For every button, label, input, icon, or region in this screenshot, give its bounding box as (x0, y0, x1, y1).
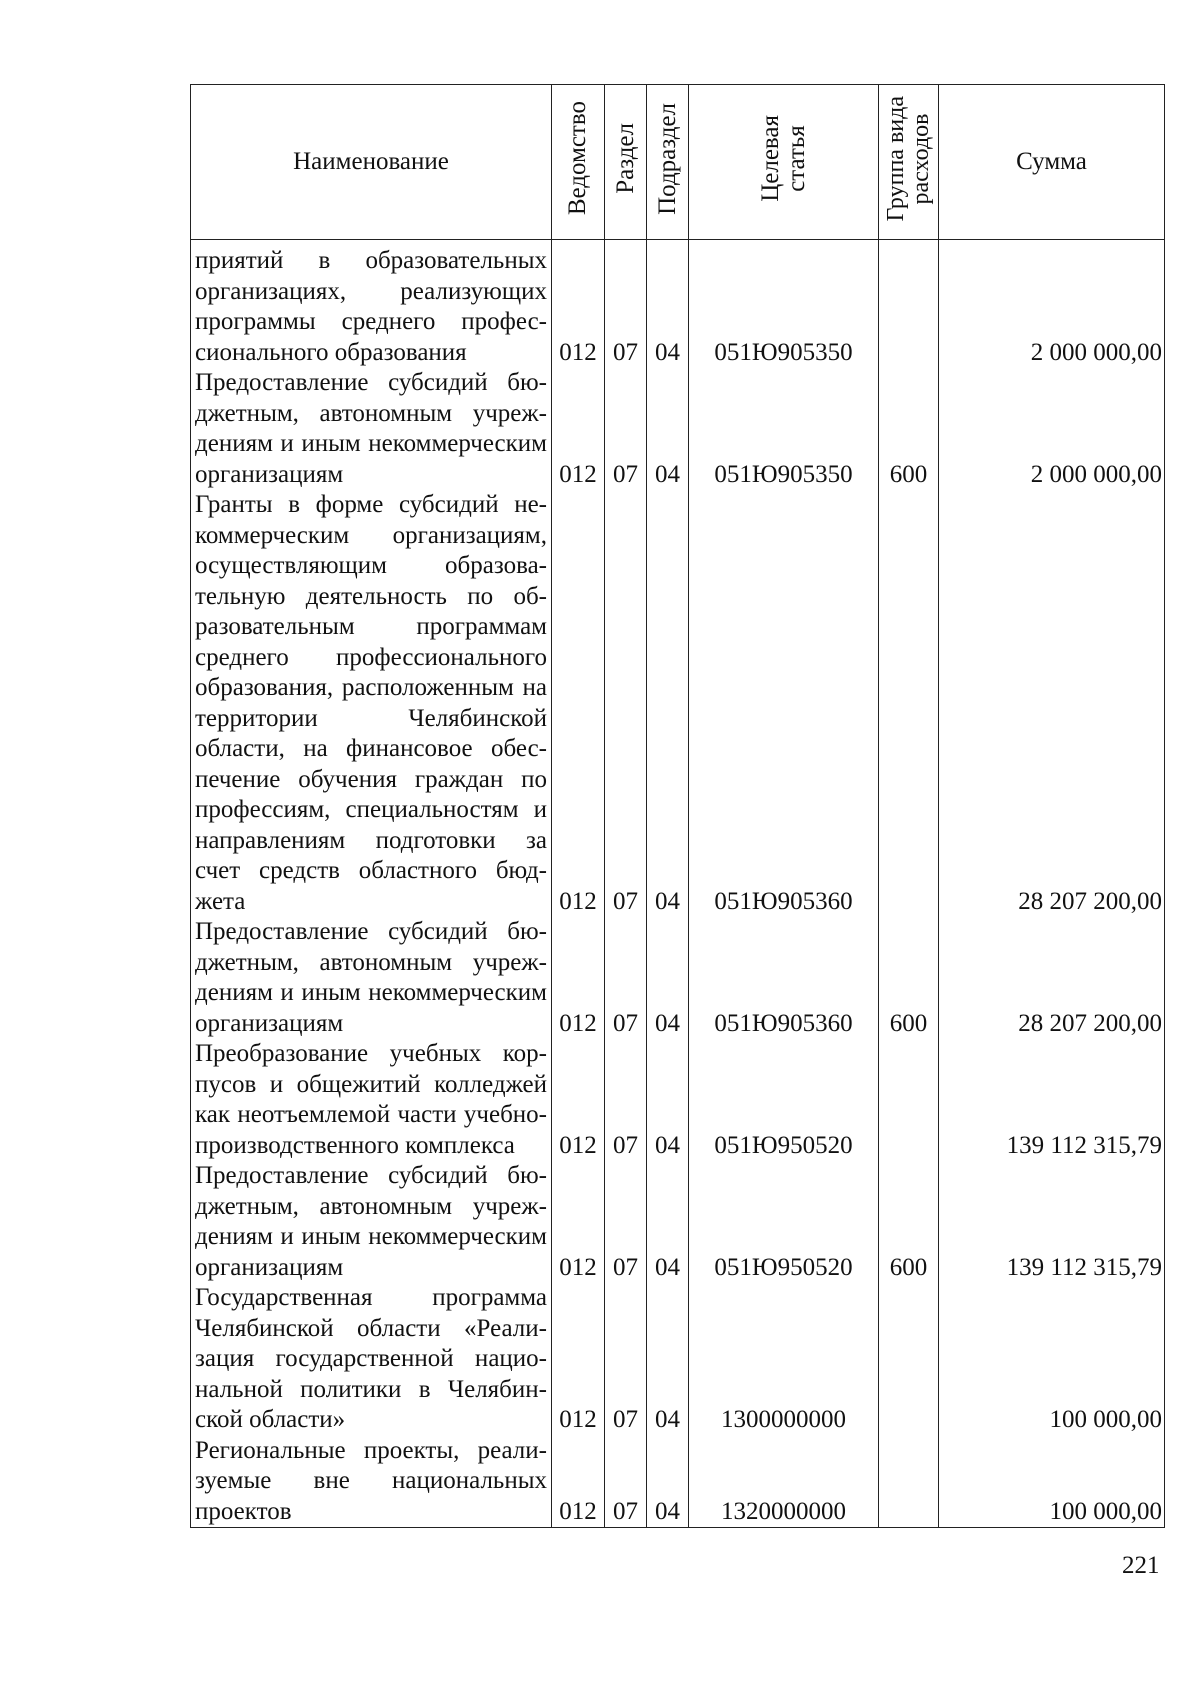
row-razdel: 07 (605, 1161, 647, 1283)
row-podrazdel: 04 (647, 240, 689, 369)
row-podrazdel: 04 (647, 1161, 689, 1283)
row-gruppa (879, 1039, 939, 1161)
row-summa: 139 112 315,79 (939, 1161, 1165, 1283)
table-row (191, 1039, 1165, 1161)
header-razdel: Раздел (605, 85, 647, 240)
table-row (191, 368, 1165, 490)
row-gruppa (879, 1436, 939, 1528)
row-podrazdel: 04 (647, 490, 689, 917)
row-celevaya: 051Ю950520 (689, 1161, 879, 1283)
row-summa: 100 000,00 (939, 1436, 1165, 1528)
row-name: Предоставление субсидий бюджетным, автономным учреждениям и иным некоммерческим организациям (191, 1161, 552, 1283)
table-row (191, 1283, 1165, 1436)
row-razdel: 07 (605, 1283, 647, 1436)
row-celevaya: 051Ю950520 (689, 1039, 879, 1161)
row-celevaya: 051Ю905350 (689, 368, 879, 490)
row-name: Государственная программа Челябинской области «Реализация государственной национальной политики в Челябинской области» (191, 1283, 552, 1436)
row-podrazdel: 04 (647, 1436, 689, 1528)
row-gruppa (879, 240, 939, 369)
row-podrazdel: 04 (647, 1039, 689, 1161)
header-name: Наименование (191, 85, 552, 240)
row-summa: 2 000 000,00 (939, 240, 1165, 369)
header-summa: Сумма (939, 85, 1165, 240)
row-summa: 28 207 200,00 (939, 490, 1165, 917)
row-vedomstvo: 012 (552, 368, 605, 490)
row-name: Предоставление субсидий бюджетным, автономным учреждениям и иным некоммерческим организациям (191, 917, 552, 1039)
header-gruppa-vida-rashodov: Группа вида расходов (879, 85, 939, 240)
budget-table (190, 84, 1165, 1528)
row-vedomstvo: 012 (552, 1161, 605, 1283)
row-gruppa: 600 (879, 1161, 939, 1283)
table-header-row (191, 85, 1165, 240)
page-number: 221 (1122, 1552, 1160, 1579)
row-name: Предоставление субсидий бюджетным, автономным учреждениям и иным некоммерческим организациям (191, 368, 552, 490)
row-celevaya: 1300000000 (689, 1283, 879, 1436)
row-vedomstvo: 012 (552, 1436, 605, 1528)
row-vedomstvo: 012 (552, 240, 605, 369)
row-name: Региональные проекты, реализуемые вне национальных проектов (191, 1436, 552, 1528)
row-summa: 100 000,00 (939, 1283, 1165, 1436)
header-celevaya-statya: Целевая статья (689, 85, 879, 240)
row-vedomstvo: 012 (552, 1039, 605, 1161)
row-vedomstvo: 012 (552, 917, 605, 1039)
budget-table-container (190, 84, 1165, 1528)
row-podrazdel: 04 (647, 368, 689, 490)
row-gruppa: 600 (879, 368, 939, 490)
row-gruppa: 600 (879, 917, 939, 1039)
row-podrazdel: 04 (647, 1283, 689, 1436)
row-name: Преобразование учебных корпусов и общежитий колледжей как неотъемлемой части учебно-производственного комплекса (191, 1039, 552, 1161)
row-razdel: 07 (605, 917, 647, 1039)
row-gruppa (879, 490, 939, 917)
table-row (191, 1436, 1165, 1528)
header-podrazdel: Подраздел (647, 85, 689, 240)
row-podrazdel: 04 (647, 917, 689, 1039)
row-summa: 28 207 200,00 (939, 917, 1165, 1039)
header-vedomstvo: Ведомство (552, 85, 605, 240)
row-gruppa (879, 1283, 939, 1436)
row-celevaya: 1320000000 (689, 1436, 879, 1528)
row-summa: 2 000 000,00 (939, 368, 1165, 490)
row-name: Гранты в форме субсидий некоммерческим организациям, осуществляющим образовательную деятельность по образовательным программам среднего профессионального образования, расположенным на территории Челябинской области, на финансовое обеспечение обучения граждан по профессиям, специальностям и направлениям подготовки за счет средств областного бюджета (191, 490, 552, 917)
table-row (191, 490, 1165, 917)
table-row (191, 1161, 1165, 1283)
table-row (191, 917, 1165, 1039)
table-row (191, 240, 1165, 369)
row-celevaya: 051Ю905360 (689, 917, 879, 1039)
row-razdel: 07 (605, 1436, 647, 1528)
row-name: приятий в образовательных организациях, реализующих программы среднего профессионального образования (191, 240, 552, 369)
row-vedomstvo: 012 (552, 490, 605, 917)
row-razdel: 07 (605, 1039, 647, 1161)
row-celevaya: 051Ю905350 (689, 240, 879, 369)
row-celevaya: 051Ю905360 (689, 490, 879, 917)
row-razdel: 07 (605, 368, 647, 490)
row-summa: 139 112 315,79 (939, 1039, 1165, 1161)
row-razdel: 07 (605, 240, 647, 369)
row-vedomstvo: 012 (552, 1283, 605, 1436)
row-razdel: 07 (605, 490, 647, 917)
